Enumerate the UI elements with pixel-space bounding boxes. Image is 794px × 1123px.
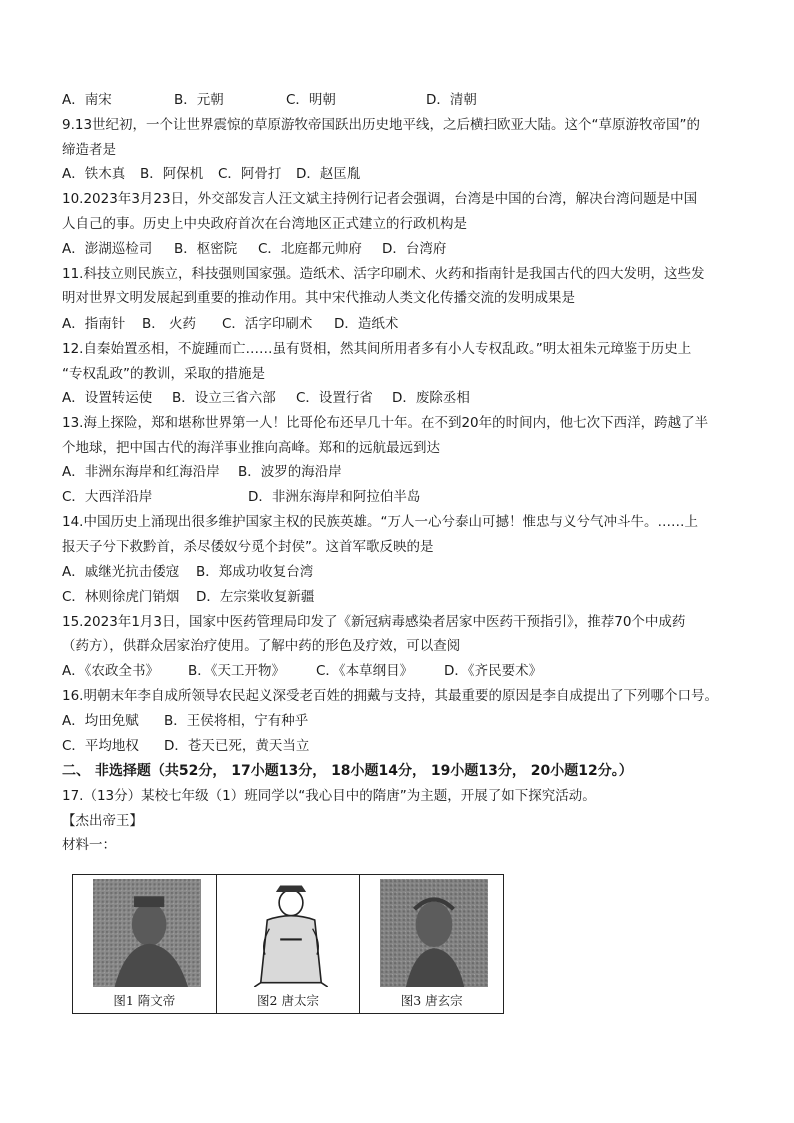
q10-stem-line1: 10.2023年3月23日，外交部发言人汪文斌主持例行记者会强调，台湾是中国的台湾，解决台湾问题是中国 bbox=[62, 191, 698, 207]
q8-option-a: A．南宋 bbox=[62, 92, 112, 108]
q9-option-d: D．赵匡胤 bbox=[296, 166, 361, 182]
figure-3 bbox=[360, 875, 503, 1013]
q11-stem-line1: 11.科技立则民族立，科技强则国家强。造纸术、活字印刷术、火药和指南针是我国古代的四大发明，这些发 bbox=[62, 266, 705, 282]
q17-material-label: 材料一： bbox=[62, 837, 116, 853]
q11-option-d: D．造纸术 bbox=[334, 316, 399, 332]
q16-option-a: A．均田免赋 bbox=[62, 713, 139, 729]
q10-option-a: A．澎湖巡检司 bbox=[62, 241, 153, 257]
q15-option-d: D．《齐民要术》 bbox=[444, 663, 543, 679]
q12-option-d: D．废除丞相 bbox=[392, 390, 470, 406]
figure-1 bbox=[73, 875, 217, 1013]
figure-1-caption: 图1 隋文帝 bbox=[113, 993, 176, 1008]
q10-option-b: B．枢密院 bbox=[174, 241, 238, 257]
q8-option-b: B．元朝 bbox=[174, 92, 224, 108]
q16-stem: 16.明朝末年李自成所领导农民起义深受老百姓的拥戴与支持，其最重要的原因是李自成提出了下列哪个口号。 bbox=[62, 688, 718, 704]
q15-stem-line2: （药方），供群众居家治疗使用。了解中药的形色及疗效，可以查阅 bbox=[62, 638, 461, 654]
q16-option-b: B．王侯将相，宁有种乎 bbox=[164, 713, 309, 729]
q16-option-c: C．平均地权 bbox=[62, 738, 139, 754]
figure-2-caption: 图2 唐太宗 bbox=[257, 993, 319, 1008]
section-2-heading: 二、 非选择题（共52分， 17小题13分， 18小题14分， 19小题13分， 20小题12分。） bbox=[62, 763, 633, 779]
q14-stem-line2: 报天子兮下救黔首，杀尽倭奴兮觅个封侯”。这首军歌反映的是 bbox=[62, 539, 434, 555]
q12-stem-line2: “专权乱政”的教训，采取的措施是 bbox=[62, 366, 265, 382]
q8-options bbox=[62, 89, 742, 111]
tang-taizong-drawing-image bbox=[237, 879, 345, 987]
q11-option-a: A．指南针 bbox=[62, 316, 126, 332]
q15-option-c: C．《本草纲目》 bbox=[316, 663, 414, 679]
q10-option-d: D．台湾府 bbox=[382, 241, 447, 257]
q15-option-a: A．《农政全书》 bbox=[62, 663, 159, 679]
q8-option-c: C．明朝 bbox=[286, 92, 336, 108]
q14-options-row1 bbox=[62, 561, 742, 583]
figure-3-caption: 图3 唐玄宗 bbox=[400, 993, 463, 1008]
figure-2 bbox=[217, 875, 361, 1013]
q11-stem-line2: 明对世界文明发展起到重要的推动作用。其中宋代推动人类文化传播交流的发明成果是 bbox=[62, 290, 575, 306]
q11-option-b: B． 火药 bbox=[142, 316, 197, 332]
q12-options bbox=[62, 387, 742, 409]
q10-option-c: C．北庭都元帅府 bbox=[258, 241, 362, 257]
q13-option-c: C．大西洋沿岸 bbox=[62, 489, 153, 505]
q12-option-a: A．设置转运使 bbox=[62, 390, 153, 406]
q13-options-row1 bbox=[62, 461, 742, 483]
q9-stem-line1: 9.13世纪初，一个让世界震惊的草原游牧帝国跃出历史地平线，之后横扫欧亚大陆。这个“草原游牧帝国”的 bbox=[62, 117, 701, 133]
tang-xuanzong-portrait-image bbox=[380, 879, 488, 987]
q17-subheading: 【杰出帝王】 bbox=[62, 813, 143, 829]
q13-option-a: A．非洲东海岸和红海沿岸 bbox=[62, 464, 220, 480]
q17-stem: 17.（13分）某校七年级（1）班同学以“我心目中的隋唐”为主题，开展了如下探究活动。 bbox=[62, 788, 596, 804]
q13-option-d: D．非洲东海岸和阿拉伯半岛 bbox=[248, 489, 421, 505]
q16-option-d: D．苍天已死，黄天当立 bbox=[164, 738, 310, 754]
q15-options bbox=[62, 660, 742, 682]
q10-stem-line2: 人自己的事。历史上中央政府首次在台湾地区正式建立的行政机构是 bbox=[62, 216, 467, 232]
q11-option-c: C．活字印刷术 bbox=[222, 316, 313, 332]
q10-options bbox=[62, 238, 742, 260]
q13-stem-line2: 个地球，把中国古代的海洋事业推向高峰。郑和的远航最远到达 bbox=[62, 440, 440, 456]
q12-option-b: B．设立三省六部 bbox=[172, 390, 276, 406]
q14-option-c: C．林则徐虎门销烟 bbox=[62, 589, 180, 605]
q14-option-a: A．戚继光抗击倭寇 bbox=[62, 564, 180, 580]
q11-options bbox=[62, 313, 742, 335]
q14-options-row2 bbox=[62, 586, 742, 608]
q16-options-row2 bbox=[62, 735, 742, 757]
emperor-figures bbox=[72, 874, 504, 1014]
q14-stem-line1: 14.中国历史上涌现出很多维护国家主权的民族英雄。“万人一心兮泰山可撼！惟忠与义兮气冲斗牛。……上 bbox=[62, 514, 698, 530]
q15-option-b: B．《天工开物》 bbox=[188, 663, 286, 679]
q9-stem-line2: 缔造者是 bbox=[62, 142, 116, 158]
q9-options bbox=[62, 163, 742, 185]
q13-options-row2 bbox=[62, 486, 742, 508]
sui-wendi-portrait-image bbox=[93, 879, 201, 987]
q12-option-c: C．设置行省 bbox=[296, 390, 373, 406]
q9-option-c: C．阿骨打 bbox=[218, 166, 282, 182]
q14-option-b: B．郑成功收复台湾 bbox=[196, 564, 314, 580]
q12-stem-line1: 12.自秦始置丞相，不旋踵而亡……虽有贤相，然其间所用者多有小人专权乱政。”明太祖朱元璋鉴于历史上 bbox=[62, 341, 692, 357]
q13-stem-line1: 13.海上探险，郑和堪称世界第一人！比哥伦布还早几十年。在不到20年的时间内，他七次下西洋，跨越了半 bbox=[62, 415, 709, 431]
q9-option-b: B．阿保机 bbox=[140, 166, 204, 182]
q14-option-d: D．左宗棠收复新疆 bbox=[196, 589, 315, 605]
q16-options-row1 bbox=[62, 710, 742, 732]
q15-stem-line1: 15.2023年1月3日，国家中医药管理局印发了《新冠病毒感染者居家中医药干预指引》，推荐70个中成药 bbox=[62, 614, 686, 630]
q9-option-a: A．铁木真 bbox=[62, 166, 126, 182]
q13-option-b: B．波罗的海沿岸 bbox=[238, 464, 342, 480]
q8-option-d: D．清朝 bbox=[426, 92, 477, 108]
